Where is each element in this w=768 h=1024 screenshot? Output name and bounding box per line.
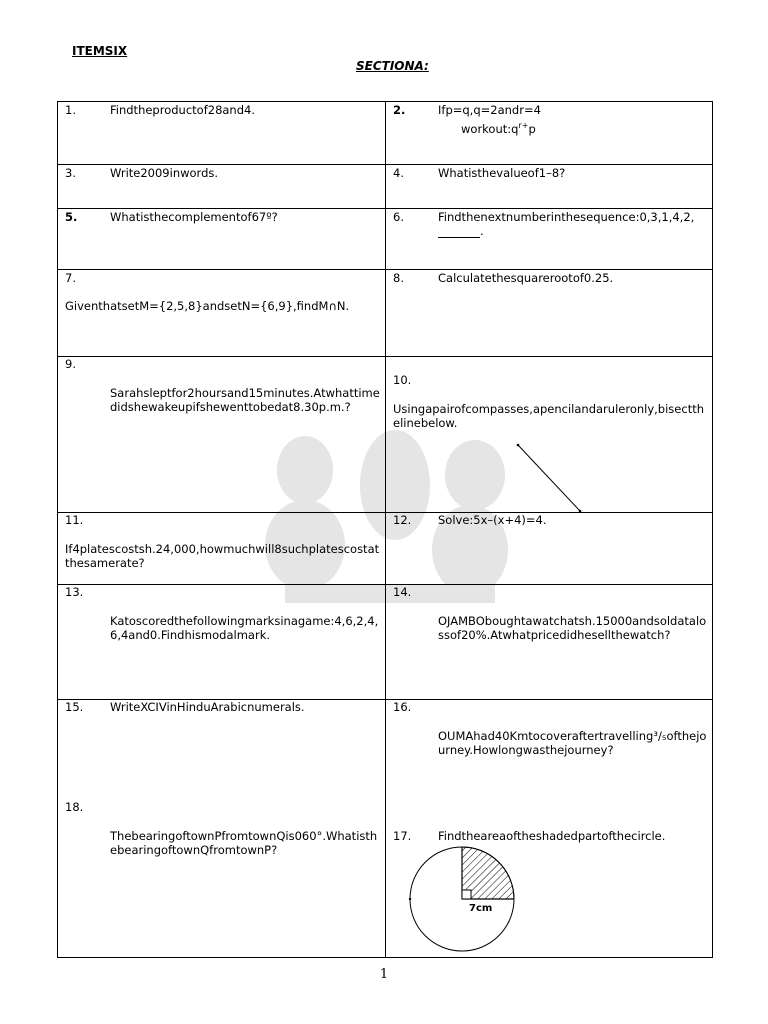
questions-table <box>57 101 713 958</box>
question-text: Whatisthecomplementof67º? <box>110 210 278 224</box>
question-15-number: 15. <box>65 700 84 714</box>
question-5 <box>58 209 386 270</box>
question-number: 14. <box>393 585 412 599</box>
question-7 <box>58 270 386 357</box>
question-text: Findtheproductof28and4. <box>110 103 255 117</box>
question-11 <box>58 513 386 585</box>
question-number: 9. <box>65 357 76 371</box>
question-text: Ifp=q,q=2andr=4 <box>438 103 541 117</box>
question-number: 13. <box>65 585 84 599</box>
question-number: 10. <box>393 373 412 387</box>
question-number: 6. <box>393 210 404 224</box>
question-14 <box>386 585 713 700</box>
document-title: ITEMSIX <box>72 44 128 58</box>
question-text: Katoscoredthefollowingmarksinagame:4,6,2,4,6,4and0.Findhismodalmark. <box>110 614 379 642</box>
question-15-18-cell <box>58 700 386 958</box>
question-number: 4. <box>393 166 404 180</box>
line-segment-diagram <box>511 441 586 513</box>
question-10 <box>386 357 713 513</box>
question-text: Sarahsleptfor2hoursand15minutes.Atwhattimedidshewakeupifshewenttobedat8.30p.m.? <box>110 386 380 414</box>
question-17-number: 17. <box>393 829 412 843</box>
question-number: 3. <box>65 166 76 180</box>
question-number: 5. <box>65 210 78 224</box>
question-16-17-cell <box>386 700 713 958</box>
question-2 <box>386 102 713 165</box>
question-text: Calculatethesquarerootof0.25. <box>438 271 614 285</box>
radius-label: 7cm <box>469 903 493 914</box>
question-18-text: ThebearingoftownPfromtownQis060°.WhatisthebearingoftownQfromtownP? <box>110 829 378 857</box>
section-heading: SECTIONA: <box>356 59 429 73</box>
right-angle-marker <box>462 890 471 899</box>
answer-blank <box>438 226 480 238</box>
question-12 <box>386 513 713 585</box>
question-text: GiventhatsetM={2,5,8}andsetN={6,9},findM∩N. <box>65 299 350 313</box>
question-text: OJAMBOboughtawatchatsh.15000andsoldatalossof20%.Atwhatpricedidhesellthewatch? <box>438 614 707 642</box>
question-13 <box>58 585 386 700</box>
question-number: 12. <box>393 513 412 527</box>
question-number: 8. <box>393 271 404 285</box>
question-3 <box>58 165 386 209</box>
page-number: 1 <box>379 967 389 982</box>
question-number: 11. <box>65 513 84 527</box>
question-text: Write2009inwords. <box>110 166 219 180</box>
question-1 <box>58 102 386 165</box>
question-16-text: OUMAhad40Kmtocoveraftertravelling³/₅ofthejourney.Howlongwasthejourney? <box>438 729 707 757</box>
question-number: 1. <box>65 103 76 117</box>
question-8 <box>386 270 713 357</box>
question-9 <box>58 357 386 513</box>
question-text: If4platescostsh.24,000,howmuchwill8suchplatescostatthesamerate? <box>65 542 380 570</box>
question-18-number: 18. <box>65 800 84 814</box>
question-4 <box>386 165 713 209</box>
question-16-number: 16. <box>393 700 412 714</box>
question-text: Solve:5x–(x+4)=4. <box>438 513 547 527</box>
question-number: 7. <box>65 271 76 285</box>
question-15-text: WriteXCIVinHinduArabicnumerals. <box>110 700 305 714</box>
question-number: 2. <box>393 103 406 117</box>
question-6 <box>386 209 713 270</box>
question-text: Usingapairofcompasses,apencilandaruleronly,bisectthelinebelow. <box>393 402 704 430</box>
question-text: Findthenextnumberinthesequence:0,3,1,4,2, . <box>438 210 695 238</box>
question-subtext: $workout:q^{r+}p$ <box>461 121 536 136</box>
question-17-text: Findtheareaoftheshadedpartofthecircle. <box>438 829 666 843</box>
question-text: Whatisthevalueof1–8? <box>438 166 566 180</box>
circle-diagram <box>406 843 518 955</box>
